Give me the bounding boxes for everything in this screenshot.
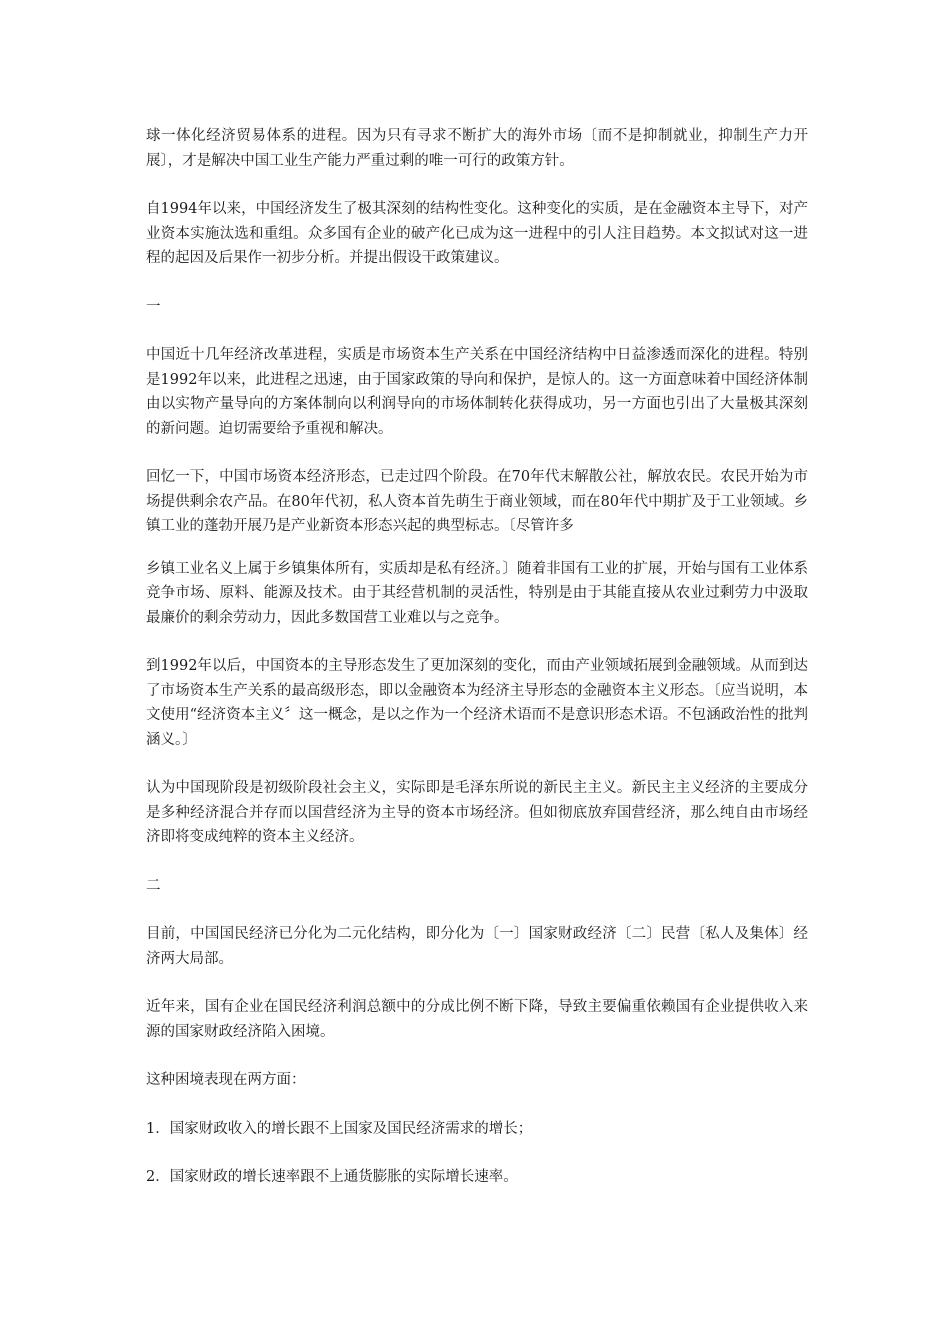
section-heading-two: 二 — [146, 877, 161, 894]
paragraph-reform-process: 中国近十几年经济改革进程，实质是市场资本生产关系在中国经济结构中日益渗透而深化的进程。特别是1992年以来，此进程之迅速，由于国家政策的导向和保护，是惊人的。这一方面意味着中国经济体制由以实物产量导向的方案体制向以利润导向的市场体制转化获得成功，另一方面也引出了大量极其深刻的新问题。迫切需要给予重视和解决。 — [146, 347, 808, 437]
list-item-1: 1．国家财政收入的增长跟不上国家及国民经济需求的增长； — [146, 1120, 533, 1137]
paragraph-dual-structure: 目前，中国国民经济已分化为二元化结构，即分化为〔一〕国家财政经济〔二〕民营〔私人及集体〕经济两大局部。 — [146, 926, 808, 967]
document-body — [146, 124, 808, 1214]
list-item-2: 2．国家财政的增长速率跟不上通货膨胀的实际增长速率。 — [146, 1169, 518, 1185]
paragraph-dilemma-intro: 这种困境表现在两方面： — [146, 1072, 306, 1088]
section-heading-one: 一 — [146, 298, 161, 315]
paragraph-four-stages: 回忆一下，中国市场资本经济形态，已走过四个阶段。在70年代末解散公社，解放农民。农民开始为市场提供剩余农产品。在80年代初，私人资本首先萌生于商业领域，而在80年代中期扩及于工业领域。乡镇工业的蓬勃开展乃是产业新资本形态兴起的典型标志。〔尽管许多 — [146, 469, 808, 534]
paragraph-primary-stage: 认为中国现阶段是初级阶段社会主义，实际即是毛泽东所说的新民主主义。新民主主义经济的主要成分是多种经济混合并存而以国营经济为主导的资本市场经济。但如彻底放弃国营经济，那么纯自由市场经济即将变成纯粹的资本主义经济。 — [146, 780, 808, 845]
paragraph-abstract: 自1994年以来，中国经济发生了极其深刻的结构性变化。这种变化的实质，是在金融资本主导下，对产业资本实施汰选和重组。众多国有企业的破产化已成为这一进程中的引人注目趋势。本文拟试对这一进程的起因及后果作一初步分析。并提出假设干政策建议。 — [146, 201, 808, 266]
paragraph-intro-continuation: 球一体化经济贸易体系的进程。因为只有寻求不断扩大的海外市场〔而不是抑制就业，抑制生产力开展〕，才是解决中国工业生产能力严重过剩的唯一可行的政策方针。 — [146, 128, 808, 169]
paragraph-township-industry: 乡镇工业名义上属于乡镇集体所有，实质却是私有经济。〕随着非国有工业的扩展，开始与国有工业体系竞争市场、原料、能源及技术。由于其经营机制的灵活性，特别是由于其能直接从农业过剩劳力中汲取最廉价的剩余劳动力，因此多数国营工业难以与之竞争。 — [146, 560, 808, 626]
paragraph-financial-capital: 到1992年以后，中国资本的主导形态发生了更加深刻的变化，而由产业领域拓展到金融领域。从而到达了市场资本生产关系的最高级形态，即以金融资本为经济主导形态的金融资本主义形态。〔应当说明，本文使用“经济资本主义〞这一概念，是以之作为一个经济术语而不是意识形态术语。不包涵政治性的批判涵义。〕 — [146, 658, 808, 748]
paragraph-state-enterprises: 近年来，国有企业在国民经济利润总额中的分成比例不断下降，导致主要偏重依赖国有企业提供收入来源的国家财政经济陷入困境。 — [146, 999, 808, 1040]
